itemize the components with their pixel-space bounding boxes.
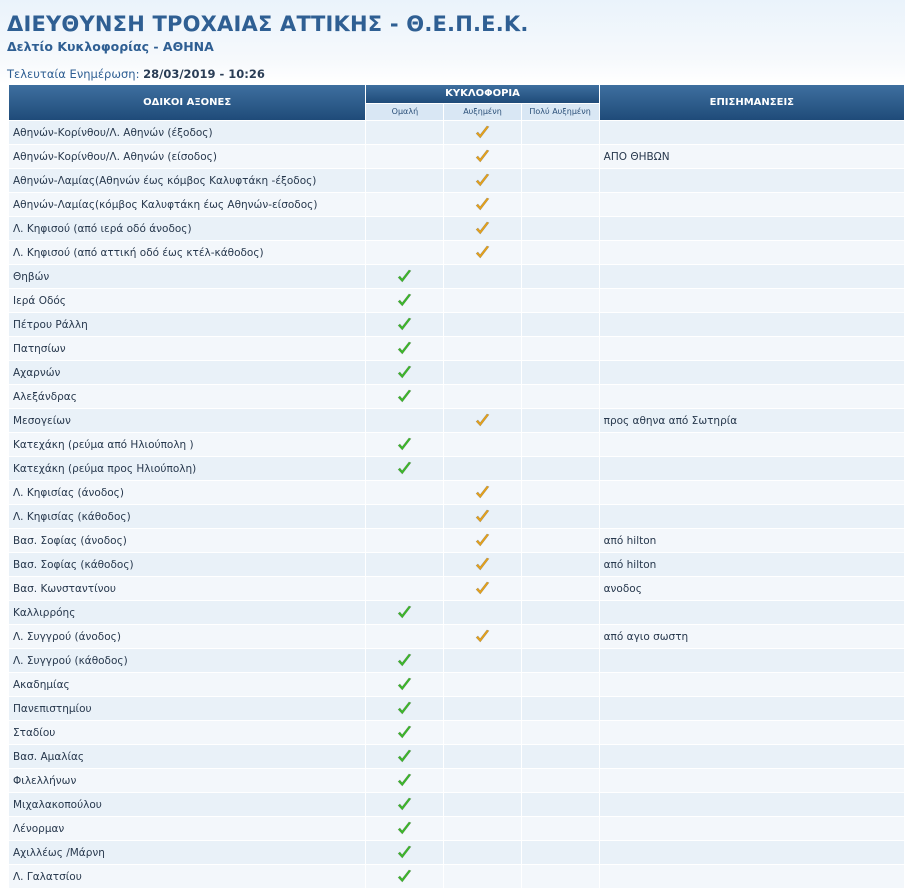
road-name: Αθηνών-Λαμίας(κόμβος Καλυφτάκη έως Αθηνών-είσοδος) <box>9 193 365 216</box>
green-check-icon <box>396 343 413 355</box>
road-name: Βασ. Κωνσταντίνου <box>9 577 365 600</box>
traffic-cell-very-high <box>522 817 599 840</box>
traffic-cell-normal <box>366 361 443 384</box>
green-check-icon <box>396 607 413 619</box>
road-note <box>600 457 904 480</box>
traffic-cell-high <box>444 625 520 648</box>
orange-check-icon <box>474 415 491 427</box>
green-check-icon <box>396 319 413 331</box>
road-note: προς αθηνα από Σωτηρία <box>600 409 904 432</box>
traffic-cell-high <box>444 841 520 864</box>
road-name: Αθηνών-Λαμίας(Αθηνών έως κόμβος Καλυφτάκη -έξοδος) <box>9 169 365 192</box>
green-check-icon <box>396 751 413 763</box>
traffic-cell-normal <box>366 673 443 696</box>
traffic-cell-very-high <box>522 553 599 576</box>
road-note: από αγιο σωστη <box>600 625 904 648</box>
road-note <box>600 841 904 864</box>
traffic-cell-high <box>444 121 520 144</box>
table-row <box>9 577 904 600</box>
road-name: Λ. Γαλατσίου <box>9 865 365 888</box>
road-note <box>600 673 904 696</box>
road-note <box>600 241 904 264</box>
traffic-cell-very-high <box>522 841 599 864</box>
header-roads: ΟΔΙΚΟΙ ΑΞΟΝΕΣ <box>9 85 365 120</box>
traffic-cell-very-high <box>522 289 599 312</box>
green-check-icon <box>396 871 413 883</box>
orange-check-icon <box>474 487 491 499</box>
road-note <box>600 817 904 840</box>
road-note <box>600 481 904 504</box>
traffic-cell-normal <box>366 217 443 240</box>
green-check-icon <box>396 295 413 307</box>
green-check-icon <box>396 439 413 451</box>
table-row <box>9 529 904 552</box>
traffic-rows <box>9 121 904 888</box>
road-name: Λ. Κηφισού (από ιερά οδό άνοδος) <box>9 217 365 240</box>
road-name: Λ. Κηφισού (από αττική οδό έως κτέλ-κάθοδος) <box>9 241 365 264</box>
road-name: Λ. Συγγρού (άνοδος) <box>9 625 365 648</box>
road-name: Θηβών <box>9 265 365 288</box>
road-name: Κατεχάκη (ρεύμα προς Ηλιούπολη) <box>9 457 365 480</box>
table-row <box>9 553 904 576</box>
traffic-cell-normal <box>366 481 443 504</box>
table-row <box>9 433 904 456</box>
road-name: Μεσογείων <box>9 409 365 432</box>
traffic-table <box>8 84 905 889</box>
traffic-cell-very-high <box>522 577 599 600</box>
road-note <box>600 361 904 384</box>
traffic-cell-normal <box>366 265 443 288</box>
orange-check-icon <box>474 175 491 187</box>
green-check-icon <box>396 391 413 403</box>
traffic-cell-very-high <box>522 673 599 696</box>
traffic-cell-very-high <box>522 865 599 888</box>
road-note: από hilton <box>600 553 904 576</box>
traffic-cell-high <box>444 457 520 480</box>
table-row <box>9 457 904 480</box>
traffic-cell-very-high <box>522 601 599 624</box>
traffic-cell-normal <box>366 769 443 792</box>
traffic-cell-normal <box>366 145 443 168</box>
last-updated-value: 28/03/2019 - 10:26 <box>143 67 265 81</box>
traffic-cell-normal <box>366 745 443 768</box>
table-row <box>9 817 904 840</box>
road-note <box>600 433 904 456</box>
road-note <box>600 769 904 792</box>
traffic-cell-very-high <box>522 457 599 480</box>
road-name: Κατεχάκη (ρεύμα από Ηλιούπολη ) <box>9 433 365 456</box>
table-row <box>9 505 904 528</box>
orange-check-icon <box>474 223 491 235</box>
traffic-cell-high <box>444 385 520 408</box>
road-note: ΑΠΟ ΘΗΒΩΝ <box>600 145 904 168</box>
road-name: Αχαρνών <box>9 361 365 384</box>
traffic-cell-high <box>444 481 520 504</box>
header-normal: Ομαλή <box>366 104 443 121</box>
traffic-cell-high <box>444 289 520 312</box>
traffic-cell-very-high <box>522 697 599 720</box>
road-note <box>600 217 904 240</box>
traffic-cell-very-high <box>522 529 599 552</box>
traffic-cell-high <box>444 505 520 528</box>
traffic-cell-very-high <box>522 217 599 240</box>
table-row <box>9 481 904 504</box>
road-name: Αθηνών-Κορίνθου/Λ. Αθηνών (έξοδος) <box>9 121 365 144</box>
road-name: Πατησίων <box>9 337 365 360</box>
last-updated-label: Τελευταία Ενημέρωση: <box>7 67 140 81</box>
page-subtitle: Δελτίο Κυκλοφορίας - ΑΘΗΝΑ <box>7 39 214 54</box>
table-row <box>9 865 904 888</box>
road-note <box>600 865 904 888</box>
traffic-cell-very-high <box>522 169 599 192</box>
road-note <box>600 697 904 720</box>
road-name: Λ. Συγγρού (κάθοδος) <box>9 649 365 672</box>
traffic-cell-normal <box>366 529 443 552</box>
traffic-cell-normal <box>366 193 443 216</box>
green-check-icon <box>396 367 413 379</box>
table-row <box>9 745 904 768</box>
traffic-cell-high <box>444 409 520 432</box>
traffic-cell-normal <box>366 169 443 192</box>
traffic-cell-normal <box>366 505 443 528</box>
table-row <box>9 361 904 384</box>
traffic-cell-high <box>444 265 520 288</box>
road-note <box>600 505 904 528</box>
green-check-icon <box>396 775 413 787</box>
road-name: Ακαδημίας <box>9 673 365 696</box>
road-note <box>600 337 904 360</box>
traffic-cell-high <box>444 217 520 240</box>
traffic-cell-very-high <box>522 145 599 168</box>
orange-check-icon <box>474 151 491 163</box>
table-row <box>9 385 904 408</box>
road-name: Φιλελλήνων <box>9 769 365 792</box>
table-row <box>9 121 904 144</box>
table-row <box>9 313 904 336</box>
traffic-cell-normal <box>366 601 443 624</box>
table-row <box>9 409 904 432</box>
header-high: Αυξημένη <box>444 104 520 121</box>
traffic-cell-high <box>444 145 520 168</box>
traffic-cell-very-high <box>522 745 599 768</box>
traffic-cell-very-high <box>522 361 599 384</box>
table-row <box>9 241 904 264</box>
road-note <box>600 601 904 624</box>
road-note <box>600 169 904 192</box>
traffic-cell-very-high <box>522 625 599 648</box>
road-name: Πανεπιστημίου <box>9 697 365 720</box>
traffic-cell-high <box>444 865 520 888</box>
traffic-cell-high <box>444 193 520 216</box>
road-name: Αλεξάνδρας <box>9 385 365 408</box>
traffic-cell-normal <box>366 337 443 360</box>
road-name: Βασ. Σοφίας (κάθοδος) <box>9 553 365 576</box>
road-note <box>600 121 904 144</box>
table-row <box>9 337 904 360</box>
table-row <box>9 721 904 744</box>
traffic-cell-high <box>444 241 520 264</box>
orange-check-icon <box>474 127 491 139</box>
table-row <box>9 649 904 672</box>
traffic-cell-normal <box>366 817 443 840</box>
green-check-icon <box>396 655 413 667</box>
traffic-cell-high <box>444 649 520 672</box>
table-row <box>9 769 904 792</box>
traffic-cell-normal <box>366 409 443 432</box>
road-name: Λ. Κηφισίας (άνοδος) <box>9 481 365 504</box>
green-check-icon <box>396 679 413 691</box>
table-row <box>9 601 904 624</box>
traffic-cell-high <box>444 553 520 576</box>
traffic-cell-very-high <box>522 409 599 432</box>
traffic-cell-very-high <box>522 337 599 360</box>
road-note <box>600 649 904 672</box>
traffic-cell-high <box>444 433 520 456</box>
traffic-cell-normal <box>366 553 443 576</box>
traffic-cell-very-high <box>522 721 599 744</box>
orange-check-icon <box>474 583 491 595</box>
table-row <box>9 193 904 216</box>
table-row <box>9 841 904 864</box>
header-traffic: ΚΥΚΛΟΦΟΡΙΑ <box>366 85 598 103</box>
last-updated <box>7 67 265 81</box>
traffic-cell-normal <box>366 289 443 312</box>
traffic-cell-high <box>444 169 520 192</box>
traffic-cell-high <box>444 793 520 816</box>
traffic-cell-high <box>444 697 520 720</box>
traffic-cell-very-high <box>522 385 599 408</box>
table-row <box>9 793 904 816</box>
green-check-icon <box>396 799 413 811</box>
header-notes: ΕΠΙΣΗΜΑΝΣΕΙΣ <box>600 85 904 120</box>
table-row <box>9 169 904 192</box>
green-check-icon <box>396 727 413 739</box>
traffic-cell-very-high <box>522 433 599 456</box>
traffic-cell-normal <box>366 793 443 816</box>
traffic-cell-normal <box>366 841 443 864</box>
road-name: Αθηνών-Κορίνθου/Λ. Αθηνών (είσοδος) <box>9 145 365 168</box>
road-name: Σταδίου <box>9 721 365 744</box>
traffic-cell-very-high <box>522 265 599 288</box>
traffic-cell-high <box>444 673 520 696</box>
orange-check-icon <box>474 535 491 547</box>
green-check-icon <box>396 463 413 475</box>
traffic-cell-high <box>444 313 520 336</box>
traffic-cell-high <box>444 721 520 744</box>
traffic-cell-high <box>444 337 520 360</box>
road-note <box>600 745 904 768</box>
table-row <box>9 265 904 288</box>
orange-check-icon <box>474 631 491 643</box>
road-name: Βασ. Σοφίας (άνοδος) <box>9 529 365 552</box>
traffic-cell-normal <box>366 865 443 888</box>
table-row <box>9 625 904 648</box>
traffic-cell-normal <box>366 241 443 264</box>
road-note: από hilton <box>600 529 904 552</box>
road-name: Ιερά Οδός <box>9 289 365 312</box>
traffic-cell-very-high <box>522 241 599 264</box>
traffic-cell-very-high <box>522 769 599 792</box>
traffic-cell-high <box>444 361 520 384</box>
road-note <box>600 289 904 312</box>
green-check-icon <box>396 823 413 835</box>
traffic-cell-high <box>444 769 520 792</box>
road-name: Αχιλλέως /Μάρνη <box>9 841 365 864</box>
green-check-icon <box>396 703 413 715</box>
orange-check-icon <box>474 247 491 259</box>
orange-check-icon <box>474 511 491 523</box>
traffic-cell-normal <box>366 721 443 744</box>
road-name: Λ. Κηφισίας (κάθοδος) <box>9 505 365 528</box>
road-name: Καλλιρρόης <box>9 601 365 624</box>
green-check-icon <box>396 847 413 859</box>
traffic-cell-normal <box>366 625 443 648</box>
traffic-cell-normal <box>366 457 443 480</box>
table-row <box>9 673 904 696</box>
traffic-cell-very-high <box>522 193 599 216</box>
orange-check-icon <box>474 559 491 571</box>
road-note <box>600 721 904 744</box>
traffic-cell-very-high <box>522 313 599 336</box>
page-header <box>0 0 905 84</box>
road-note <box>600 265 904 288</box>
traffic-cell-normal <box>366 121 443 144</box>
traffic-cell-very-high <box>522 505 599 528</box>
table-row <box>9 145 904 168</box>
page-title: ΔΙΕΥΘΥΝΣΗ ΤΡΟΧΑΙΑΣ ΑΤΤΙΚΗΣ - Θ.Ε.Π.Ε.Κ. <box>7 12 529 36</box>
road-name: Βασ. Αμαλίας <box>9 745 365 768</box>
traffic-cell-high <box>444 745 520 768</box>
traffic-cell-very-high <box>522 121 599 144</box>
green-check-icon <box>396 271 413 283</box>
traffic-cell-normal <box>366 433 443 456</box>
traffic-cell-very-high <box>522 481 599 504</box>
table-row <box>9 697 904 720</box>
traffic-cell-high <box>444 817 520 840</box>
road-name: Πέτρου Ράλλη <box>9 313 365 336</box>
traffic-cell-normal <box>366 385 443 408</box>
road-name: Λένορμαν <box>9 817 365 840</box>
traffic-cell-high <box>444 577 520 600</box>
table-row <box>9 217 904 240</box>
road-note: ανοδος <box>600 577 904 600</box>
header-very-high: Πολύ Αυξημένη <box>522 104 599 121</box>
traffic-cell-normal <box>366 649 443 672</box>
traffic-cell-high <box>444 529 520 552</box>
road-name: Μιχαλακοπούλου <box>9 793 365 816</box>
traffic-cell-normal <box>366 697 443 720</box>
traffic-cell-high <box>444 601 520 624</box>
traffic-cell-normal <box>366 577 443 600</box>
traffic-cell-very-high <box>522 649 599 672</box>
traffic-cell-very-high <box>522 793 599 816</box>
road-note <box>600 313 904 336</box>
orange-check-icon <box>474 199 491 211</box>
road-note <box>600 793 904 816</box>
road-note <box>600 385 904 408</box>
table-row <box>9 289 904 312</box>
road-note <box>600 193 904 216</box>
traffic-cell-normal <box>366 313 443 336</box>
